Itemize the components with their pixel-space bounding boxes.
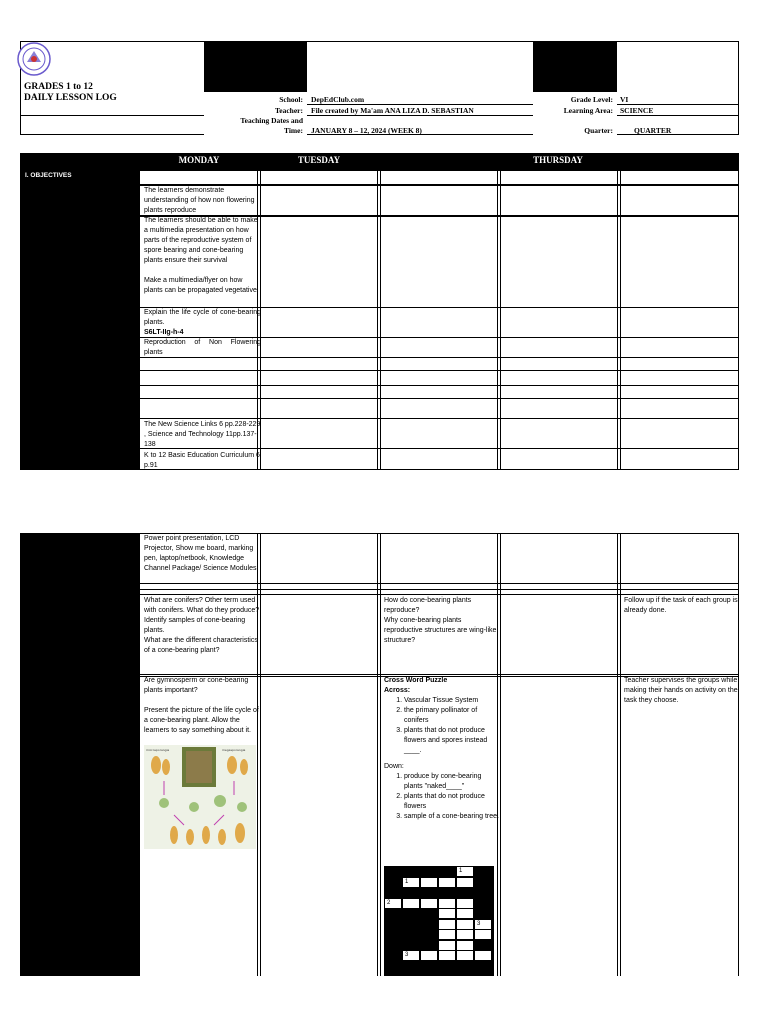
cell-content: Reproduction of Non Flowering plants	[144, 339, 261, 356]
day-header-bar	[20, 153, 739, 170]
across-3: 3. plants that do not produce flowers and spores instead ____.	[404, 726, 500, 756]
deped-seal-icon	[17, 42, 51, 76]
crossword-grid	[384, 866, 494, 976]
crossword-cell: 2	[385, 899, 401, 908]
divider	[20, 115, 204, 116]
row-divider	[140, 583, 739, 584]
row-divider	[140, 398, 739, 399]
svg-text:microsporangia: microsporangia	[146, 748, 170, 752]
area-value: SCIENCE	[620, 106, 654, 115]
mon-q-3: What are the different characteristics of a cone-bearing plant?	[144, 637, 258, 654]
crossword-cell	[439, 878, 455, 887]
competency-code: S6LT-IIg-h-4	[144, 329, 184, 336]
cell-performance-b: Make a multimedia/flyer on how plants can be propagated vegetative	[144, 277, 257, 294]
conifer-life-cycle-image	[144, 745, 256, 849]
divider	[617, 104, 739, 105]
crossword-cell	[475, 951, 491, 960]
divider	[307, 115, 533, 116]
crossword-cell	[457, 878, 473, 887]
crossword-cell	[457, 899, 473, 908]
teacher-label: Teacher:	[274, 106, 303, 115]
tuesday-header: TUESDAY	[297, 155, 341, 165]
crossword-cell	[403, 899, 419, 908]
wed-q-1: How do cone-bearing plants reproduce?	[384, 597, 472, 614]
divider	[617, 115, 739, 116]
dates-label-1: Teaching Dates and	[240, 116, 303, 125]
cell-fri-review: Follow up if the task of each group is already done.	[624, 597, 738, 614]
cell-mon-motivation	[141, 675, 264, 737]
crossword-cell	[457, 909, 473, 918]
crossword-cell	[439, 920, 455, 929]
crossword-cell	[475, 930, 491, 939]
crossword-cell	[439, 951, 455, 960]
row-divider	[20, 184, 140, 185]
cell-wed-review	[381, 595, 503, 647]
down-2: 2. plants that do not produce flowers	[404, 792, 500, 812]
cell-performance: The learners should be able to make a multimedia presentation on how parts of the reproductive system of spore bearing and cone-bearing plants ensure their survival	[144, 217, 258, 264]
cell-competency	[141, 307, 264, 339]
down-label: Down:	[384, 763, 404, 770]
cell-materials: Power point presentation, LCD Projector, Show me board, marking pen, laptop/netbook, Knowledge Channel Package/ Science Modules	[144, 535, 257, 572]
crossword-cell	[439, 899, 455, 908]
row-divider	[140, 589, 739, 590]
crossword-cell	[421, 951, 437, 960]
competency-text: Explain the life cycle of cone-bearing plants.	[144, 309, 261, 326]
teacher-value: File created by Ma'am ANA LIZA D. SEBASTIAN	[311, 106, 474, 115]
wed-q-2: Why cone-bearing plants reproductive structures are wing-like structure?	[384, 617, 497, 644]
dates-label-2: Time:	[283, 126, 303, 135]
row-divider	[140, 385, 739, 386]
left-label-column-2	[20, 533, 140, 976]
mon-q-2: Identify samples of cone-bearing plants.	[144, 617, 246, 634]
grade-value: VI	[620, 95, 629, 104]
crossword-cell	[457, 920, 473, 929]
mon-a-1: Are gymnosperm or cone-bearing plants important?	[144, 677, 249, 694]
across-1: 1. Vascular Tissue System	[404, 696, 500, 706]
cell-crossword	[381, 675, 503, 823]
column-divider	[377, 533, 378, 976]
divider	[307, 104, 533, 105]
row-divider	[20, 215, 140, 216]
log-title: DAILY LESSON LOG	[24, 93, 117, 103]
puzzle-title: Cross Word Puzzle	[384, 677, 448, 684]
crossword-cell: 3	[403, 951, 419, 960]
grade-label: Grade Level:	[570, 95, 613, 104]
crossword-cell	[439, 930, 455, 939]
across-2: 2. the primary pollinator of conifers	[404, 706, 500, 726]
cell-fri-activity: Teacher supervises the groups while making their hands on activity on the task they choose.	[624, 677, 738, 704]
crossword-cell	[421, 878, 437, 887]
objectives-label: I. OBJECTIVES	[25, 172, 72, 179]
crossword-cell	[457, 930, 473, 939]
dates-value: JANUARY 8 – 12, 2024 (WEEK 8)	[311, 126, 422, 135]
crossword-cell	[439, 941, 455, 950]
cell-reference: The New Science Links 6 pp.228-229 , Science and Technology 11pp.137-138	[144, 421, 261, 448]
crossword-cell	[457, 941, 473, 950]
crossword-cell	[421, 899, 437, 908]
svg-text:megasporangia: megasporangia	[222, 748, 246, 752]
row-divider	[140, 370, 739, 371]
crossword-cell: 3	[475, 920, 491, 929]
thursday-header: THURSDAY	[533, 155, 583, 165]
quarter-value: QUARTER	[634, 126, 672, 135]
cell-reference-2: K to 12 Basic Education Curriculum 6 p.91	[144, 452, 260, 469]
crossword-cell: 1	[403, 878, 419, 887]
school-value: DepEdClub.com	[311, 95, 365, 104]
row-divider	[140, 170, 739, 171]
grades-title: GRADES 1 to 12	[24, 82, 93, 92]
across-label: Across:	[384, 687, 411, 694]
crossword-cell: 1	[457, 867, 473, 876]
quarter-label: Quarter:	[584, 126, 613, 135]
crossword-cell	[439, 909, 455, 918]
monday-header: MONDAY	[178, 155, 220, 165]
down-1: 1. produce by cone-bearing plants "naked____"	[404, 772, 500, 792]
column-divider	[617, 533, 618, 976]
down-3: 3. sample of a cone-bearing tree.	[404, 812, 500, 822]
area-label: Learning Area:	[563, 106, 613, 115]
header-box	[20, 41, 739, 135]
mon-a-2: Present the picture of the life cycle of a cone-bearing plant. Allow the learners to say something about it.	[144, 707, 259, 734]
cell-standard: The learners demonstrate understanding of how non flowering plants reproduce	[144, 187, 255, 214]
cell-mon-review	[141, 595, 264, 657]
crossword-cell	[457, 951, 473, 960]
mon-q-1: What are conifers? Other term used with conifers. What do they produce?	[144, 597, 260, 614]
school-label: School:	[279, 95, 303, 104]
